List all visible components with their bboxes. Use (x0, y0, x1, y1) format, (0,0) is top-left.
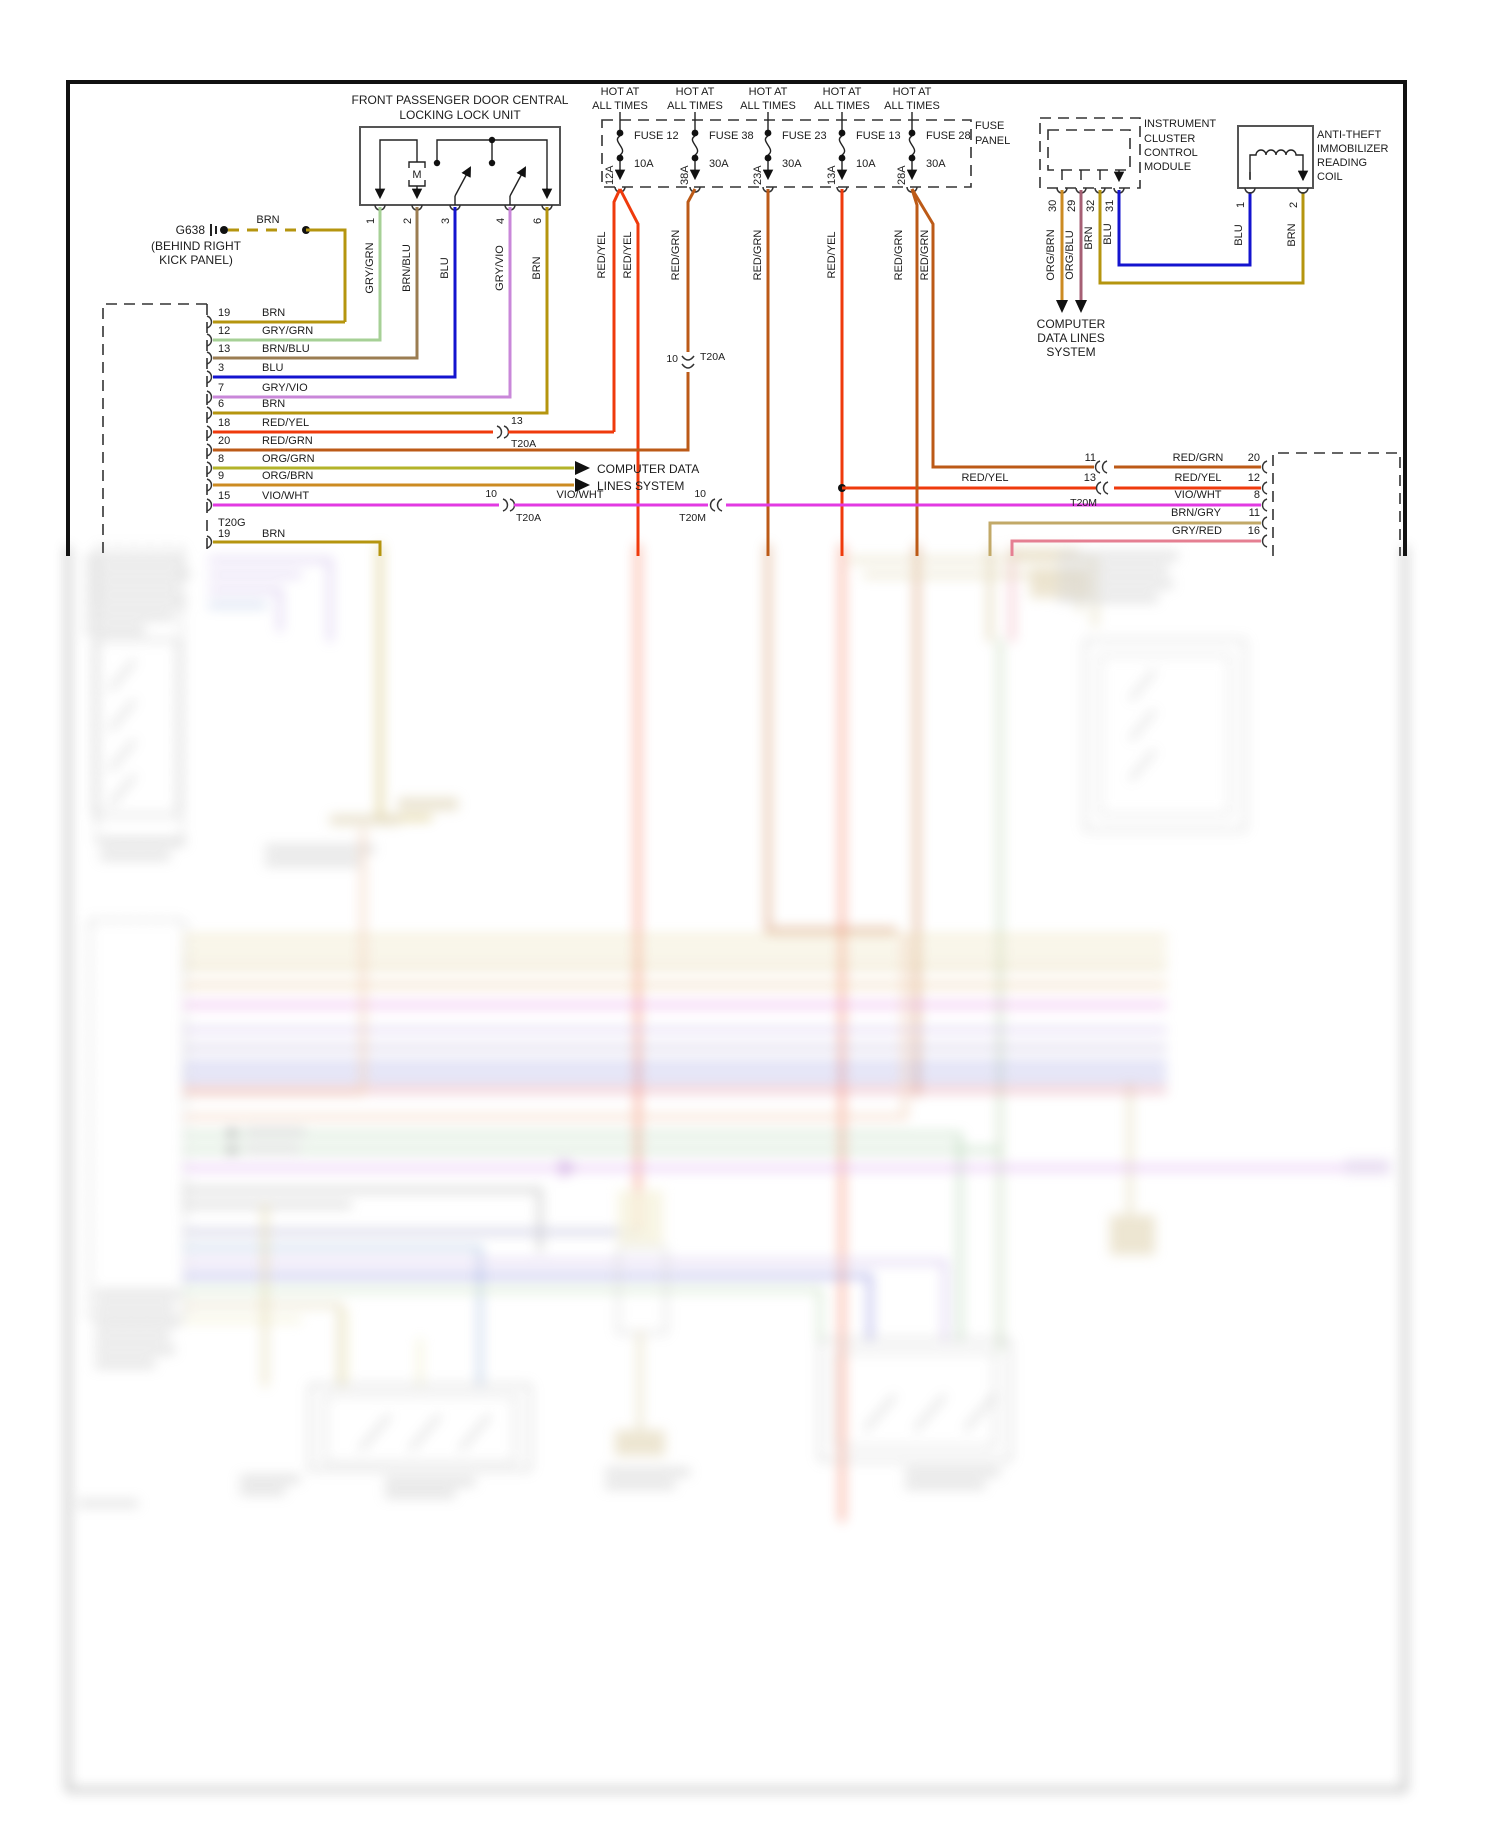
fuse-panel-label1: FUSE (975, 120, 1005, 132)
rc-row0-leftpin: 11 (1084, 452, 1096, 464)
splice-10-t20a-pin: 10 (666, 353, 678, 365)
fuse-name: FUSE 12 (634, 130, 679, 142)
lc-pin-2: 13 (218, 343, 231, 355)
splice-10-t20m-pin: 10 (694, 488, 706, 500)
lc-pin-3: 3 (218, 362, 225, 374)
wire-label-brn: BRN (531, 256, 543, 280)
fuse-12 (592, 86, 678, 192)
vio-wht-mid-label: VIO/WHT (556, 489, 604, 501)
door-pin-2: 2 (402, 217, 414, 224)
fuse-name: FUSE 28 (926, 130, 971, 142)
cluster-data-l1: COMPUTER (1036, 317, 1106, 331)
rc-row3-label: BRN/GRY (1171, 507, 1221, 519)
ground-id: G638 (175, 223, 205, 237)
door-unit-title-line2: LOCKING LOCK UNIT (399, 108, 521, 122)
ground-location-line2: KICK PANEL) (159, 253, 233, 267)
wire-label-brn-cluster: BRN (1083, 226, 1095, 250)
rc-row1-leftpin: 13 (1083, 472, 1096, 484)
cluster-data-l2: DATA LINES (1037, 331, 1105, 345)
wire-label-org-brn: ORG/BRN (1045, 229, 1057, 281)
lines-system-label: LINES SYSTEM (597, 479, 685, 493)
rc-row2-pin: 8 (1253, 489, 1260, 501)
rc-row0-label: RED/GRN (1172, 452, 1224, 464)
lc-color-9: ORG/BRN (262, 470, 314, 482)
instrument-cluster-module (1037, 118, 1303, 359)
hot-label: HOT AT (748, 86, 788, 98)
antitheft-label1: ANTI-THEFT (1317, 129, 1382, 141)
cluster-label4: MODULE (1144, 161, 1192, 173)
splice-10-t20a2-name: T20A (516, 512, 542, 524)
rc-row4-label: GRY/RED (1172, 525, 1222, 537)
fuse-pin: 38A (679, 165, 691, 185)
splice-13-t20a-name: T20A (511, 438, 537, 450)
wiring-diagram-sharp-section (0, 0, 1500, 560)
door-pin-6: 6 (532, 217, 544, 224)
rc-row3-pin: 11 (1248, 507, 1260, 519)
lc-pin-4: 7 (218, 382, 225, 394)
lc-color-5: BRN (262, 398, 286, 410)
lc-pin-5: 6 (218, 398, 225, 410)
rc-row4-pin: 16 (1247, 525, 1260, 537)
lc-pin-8: 8 (218, 453, 225, 465)
door-unit-box (360, 127, 560, 205)
lc-color-0: BRN (262, 307, 286, 319)
cluster-pin-30: 30 (1047, 199, 1059, 212)
fuse-name: FUSE 38 (709, 130, 754, 142)
fuses (592, 86, 970, 192)
wire-label-red-yel-1: RED/YEL (596, 231, 608, 279)
lc-color-1: GRY/GRN (262, 325, 314, 337)
lc-color-7: RED/GRN (262, 435, 313, 447)
fuse-pin: 13A (826, 165, 838, 185)
motor-symbol: M (412, 169, 422, 181)
wire-label-red-grn-f23: RED/GRN (752, 229, 764, 281)
fuse-amp: 30A (926, 158, 946, 170)
splice-13-t20m-name: T20M (1070, 497, 1097, 509)
lc-pin-7: 20 (218, 435, 231, 447)
wire-label-red-grn-f38: RED/GRN (670, 229, 682, 281)
fuse-amp: 10A (856, 158, 876, 170)
fuse-amp: 10A (634, 158, 654, 170)
splice-13-t20a-pin: 13 (511, 415, 523, 427)
wire-label-org-blu: ORG/BLU (1064, 230, 1076, 280)
rc-row1-pin: 12 (1247, 472, 1260, 484)
hot-label: HOT AT (892, 86, 932, 98)
cluster-label3: CONTROL (1144, 147, 1198, 159)
door-pin-1: 1 (365, 217, 377, 224)
lc-color-11: BRN (262, 528, 286, 540)
rc-row1-label: RED/YEL (1174, 472, 1222, 484)
hot-label: HOT AT (822, 86, 862, 98)
fuse-pin: 28A (896, 165, 908, 185)
lc-pin-1: 12 (218, 325, 231, 337)
cluster-inner-box (1048, 130, 1130, 170)
cluster-outer-box (1040, 118, 1140, 188)
ground-wire-label: BRN (256, 214, 280, 226)
wire-label-red-grn-f28a: RED/GRN (893, 229, 905, 281)
lc-pin-9: 9 (218, 470, 225, 482)
lc-name: T20G (218, 517, 246, 529)
antitheft-box (1238, 126, 1313, 188)
antitheft-label2: IMMOBILIZER (1317, 143, 1389, 155)
splice-10-t20a2-pin: 10 (485, 488, 497, 500)
fuse-pin: 23A (752, 165, 764, 185)
lc-color-10: VIO/WHT (262, 490, 310, 502)
hot-label2: ALL TIMES (814, 100, 870, 112)
data-lines-arrow-icon (575, 461, 590, 475)
ground-location-line1: (BEHIND RIGHT (151, 239, 241, 253)
data-arrow-icon (1056, 300, 1068, 313)
antitheft-label3: READING (1317, 157, 1368, 169)
hot-label2: ALL TIMES (740, 100, 796, 112)
door-lock-unit (352, 93, 569, 224)
wire-label-blu-cluster: BLU (1102, 223, 1114, 245)
door-pin-3: 3 (440, 217, 452, 224)
wire-label-red-yel-2: RED/YEL (622, 231, 634, 279)
fuse-pin: 12A (604, 165, 616, 185)
fuse-amp: 30A (709, 158, 729, 170)
wire-label-gry-grn: GRY/GRN (364, 242, 376, 294)
splice-10-t20m-name: T20M (679, 512, 706, 524)
wire-label-red-yel-f13: RED/YEL (826, 231, 838, 279)
data-arrow-icon (1075, 300, 1087, 313)
fuse-name: FUSE 23 (782, 130, 827, 142)
antitheft-label4: COIL (1317, 171, 1343, 183)
cluster-data-l3: SYSTEM (1046, 345, 1096, 359)
hot-label: HOT AT (675, 86, 715, 98)
wire-label-blu-coil: BLU (1233, 224, 1245, 246)
antitheft-pin-2: 2 (1288, 201, 1300, 208)
wire-label-red-grn-f28b: RED/GRN (919, 229, 931, 281)
cluster-pin-29: 29 (1066, 199, 1078, 212)
door-pin-4: 4 (495, 217, 507, 224)
lc-pin-11: 19 (218, 528, 231, 540)
antitheft-pin-1: 1 (1235, 201, 1247, 208)
ground-g638 (151, 214, 345, 322)
lc-pin-10: 15 (218, 490, 231, 502)
lc-color-6: RED/YEL (262, 417, 310, 429)
cluster-label1: INSTRUMENT (1144, 118, 1217, 130)
left-connector-t20g (103, 304, 315, 556)
lc-color-2: BRN/BLU (262, 343, 310, 355)
cluster-label2: CLUSTER (1144, 133, 1196, 145)
wire-label-blu: BLU (439, 257, 451, 279)
wire-label-brn-blu: BRN/BLU (401, 244, 413, 292)
rc-row1-leftlabel: RED/YEL (961, 472, 1009, 484)
antitheft-reading-coil (1233, 126, 1389, 247)
cluster-pin-32: 32 (1085, 199, 1097, 212)
fuse-amp: 30A (782, 158, 802, 170)
hot-label2: ALL TIMES (667, 100, 723, 112)
rc-row2-label: VIO/WHT (1174, 489, 1222, 501)
door-unit-title-line1: FRONT PASSENGER DOOR CENTRAL (351, 93, 569, 107)
splice-10-t20a-name: T20A (700, 351, 726, 363)
hot-label2: ALL TIMES (592, 100, 648, 112)
ground-symbol-icon (211, 224, 216, 236)
lc-color-4: GRY/VIO (262, 382, 308, 394)
lc-pin-0: 19 (218, 307, 231, 319)
fuse-panel-label2: PANEL (975, 135, 1011, 147)
computer-data-label: COMPUTER DATA (597, 462, 700, 476)
wire-label-brn-coil: BRN (1286, 223, 1298, 247)
lc-pin-6: 18 (218, 417, 231, 429)
wire-label-gry-vio: GRY/VIO (494, 245, 506, 291)
rc-row0-pin: 20 (1247, 452, 1260, 464)
lc-color-3: BLU (262, 362, 284, 374)
hot-label: HOT AT (600, 86, 640, 98)
cluster-pin-31: 31 (1104, 199, 1116, 212)
fuse-name: FUSE 13 (856, 130, 901, 142)
hot-label2: ALL TIMES (884, 100, 940, 112)
lc-color-8: ORG/GRN (262, 453, 315, 465)
